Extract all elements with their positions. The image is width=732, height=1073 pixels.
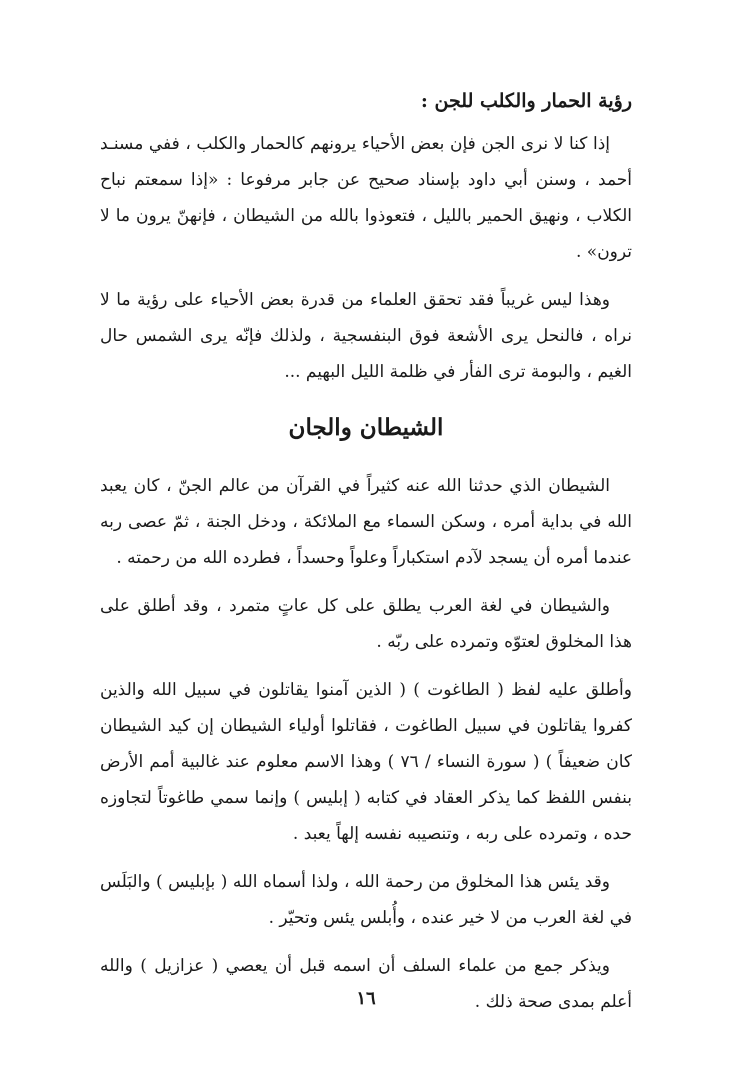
paragraph: الشيطان الذي حدثنا الله عنه كثيراً في القرآن من عالم الجنّ ، كان يعبد الله في بداية أمره ، وسكن السماء مع الملائكة ، ودخل الجنة ، ثمّ عصى ربه عندما أمره أن يسجد لآدم استكباراً وعلواً وحسداً ، فطرده الله من رحمته . [100,476,632,568]
paragraph: ويذكر جمع من علماء السلف أن اسمه قبل أن يعصي ( عزازيل ) والله أعلم بمدى صحة ذلك . [100,956,632,1012]
paragraph: والشيطان في لغة العرب يطلق على كل عاتٍ متمرد ، وقد أطلق على هذا المخلوق لعتوّه وتمرده على ربّه . [100,596,632,652]
paragraph: وأطلق عليه لفظ ( الطاغوت ) ( الذين آمنوا يقاتلون في سبيل الله والذين كفروا يقاتلون في سبيل الطاغوت ، فقاتلوا أولياء الشيطان إن كيد الشيطان كان ضعيفاً ) ( سورة النساء / ٧٦ ) وهذا الاسم معلوم عند غالبية أمم الأرض بنفس اللفظ كما يذكر العقاد في كتابه ( إبليس ) وإنما سمي طاغوتاً لتجاوزه حده ، وتمرده على ربه ، وتنصيبه نفسه إلهاً يعبد . [100,680,633,844]
page-number: ١٦ [356,988,376,1009]
paragraph: وهذا ليس غريباً فقد تحقق العلماء من قدرة بعض الأحياء على رؤية ما لا نراه ، فالنحل يرى الأشعة فوق البنفسجية ، ولذلك فإنّه يرى الشمس حال الغيم ، والبومة ترى الفأر في ظلمة الليل البهيم ... [100,290,632,382]
chapter-title: الشيطان والجان [288,414,444,441]
section-heading: رؤية الحمار والكلب للجن : [420,90,632,112]
paragraph: وقد يئس هذا المخلوق من رحمة الله ، ولذا أسماه الله ( بإبليس ) والبَلَس في لغة العرب من لا خير عنده ، وأُبلس يئس وتحيّر . [100,872,632,928]
paragraph: إذا كنا لا نرى الجن فإن بعض الأحياء يرونهم كالحمار والكلب ، ففي مسنـد أحمد ، وسنن أبي داود بإسناد صحيح عن جابر مرفوعا : «إذا سمعتم نباح الكلاب ، ونهيق الحمير بالليل ، فتعوذوا بالله من الشيطان ، فإنهنّ يرون ما لا ترون» . [100,134,632,262]
page-body [100,80,632,1032]
